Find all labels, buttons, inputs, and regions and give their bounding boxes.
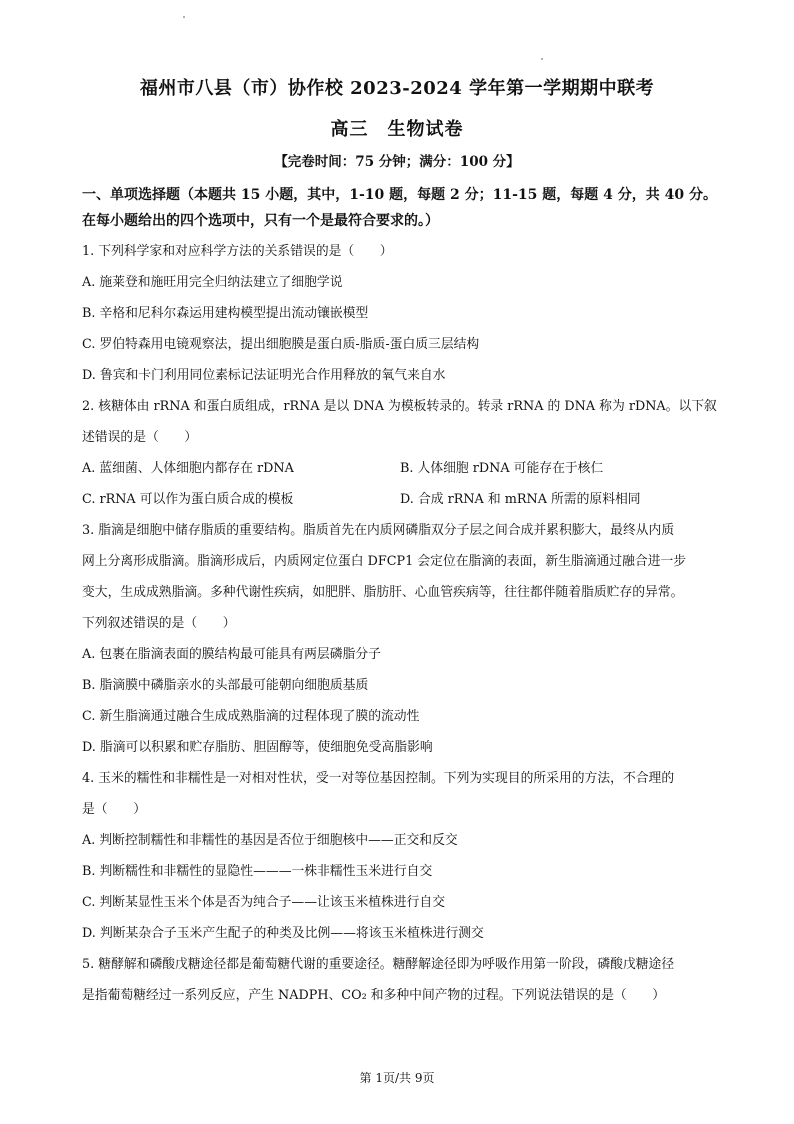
scan-speck (541, 58, 543, 60)
question-3 (82, 515, 732, 763)
option-b: B. 判断糯性和非糯性的显隐性———一株非糯性玉米进行自交 (82, 864, 433, 879)
option-grid (82, 453, 732, 515)
exam-meta: 【完卷时间：75 分钟；满分：100 分】 (274, 154, 520, 170)
exam-title: 福州市八县（市）协作校 2023-2024 学年第一学期期中联考 (139, 78, 655, 99)
question-stem: 述错误的是（ ） (82, 430, 198, 445)
option-d: D. 鲁宾和卡门利用同位素标记法证明光合作用释放的氧气来自水 (82, 368, 446, 383)
exam-content (82, 182, 732, 1011)
scan-speck (183, 16, 185, 18)
option-d: D. 脂滴可以积累和贮存脂肪、胆固醇等，使细胞免受高脂影响 (82, 740, 433, 755)
question-stem: 下列叙述错误的是（ ） (82, 616, 236, 631)
option-b: B. 脂滴膜中磷脂亲水的头部最可能朝向细胞质基质 (82, 678, 369, 693)
question-stem: 5. 糖酵解和磷酸戊糖途径都是葡萄糖代谢的重要途径。糖酵解途径即为呼吸作用第一阶段，磷酸戊糖途径 (82, 957, 675, 972)
question-stem: 网上分离形成脂滴。脂滴形成后，内质网定位蛋白 DFCP1 会定位在脂滴的表面，新生脂滴通过融合进一步 (82, 554, 687, 569)
question-2 (82, 391, 732, 515)
question-stem: 3. 脂滴是细胞中储存脂质的重要结构。脂质首先在内质网磷脂双分子层之间合成并累积膨大，最终从内质 (82, 523, 675, 538)
exam-subtitle: 高三 生物试卷 (330, 119, 464, 140)
option-a: A. 包裹在脂滴表面的膜结构最可能具有两层磷脂分子 (82, 647, 381, 662)
option-d: D. 合成 rRNA 和 mRNA 所需的原料相同 (400, 492, 641, 507)
question-stem: 4. 玉米的糯性和非糯性是一对相对性状，受一对等位基因控制。下列为实现目的所采用的方法，不合理的 (82, 771, 675, 786)
page-number: 第 1页/共 9页 (359, 1071, 435, 1085)
question-5 (82, 949, 732, 1011)
question-1 (82, 236, 732, 391)
option-c: C. 新生脂滴通过融合生成成熟脂滴的过程体现了膜的流动性 (82, 709, 420, 724)
question-4 (82, 763, 732, 949)
question-stem: 2. 核糖体由 rRNA 和蛋白质组成，rRNA 是以 DNA 为模板转录的。转录 rRNA 的 DNA 称为 rDNA。以下叙 (82, 399, 717, 414)
question-stem: 变大，生成成熟脂滴。多种代谢性疾病，如肥胖、脂肪肝、心血管疾病等，往往都伴随着脂质贮存的异常。 (82, 585, 684, 600)
option-c: C. rRNA 可以作为蛋白质合成的模板 (82, 492, 294, 507)
option-c: C. 判断某显性玉米个体是否为纯合子——让该玉米植株进行自交 (82, 895, 445, 910)
option-d: D. 判断某杂合子玉米产生配子的种类及比例——将该玉米植株进行测交 (82, 926, 484, 941)
option-b: B. 辛格和尼科尔森运用建构模型提出流动镶嵌模型 (82, 306, 369, 321)
question-stem: 是（ ） (82, 802, 146, 817)
option-a: A. 蓝细菌、人体细胞内都存在 rDNA (82, 461, 294, 476)
section-heading: 在每小题给出的四个选项中，只有一个是最符合要求的。） (82, 213, 439, 229)
option-a: A. 施莱登和施旺用完全归纳法建立了细胞学说 (82, 275, 343, 290)
option-b: B. 人体细胞 rDNA 可能存在于核仁 (400, 461, 604, 476)
option-a: A. 判断控制糯性和非糯性的基因是否位于细胞核中——正交和反交 (82, 833, 458, 848)
section-heading: 一、单项选择题（本题共 15 小题，其中，1-10 题，每题 2 分；11-15 题，每题 4 分，共 40 分。 (82, 187, 717, 203)
question-stem: 是指葡萄糖经过一系列反应，产生 NADPH、CO₂ 和多种中间产物的过程。下列说法错误的是（ ） (82, 988, 666, 1003)
question-stem: 1. 下列科学家和对应科学方法的关系错误的是（ ） (82, 244, 393, 259)
option-c: C. 罗伯特森用电镜观察法，提出细胞膜是蛋白质-脂质-蛋白质三层结构 (82, 337, 480, 352)
